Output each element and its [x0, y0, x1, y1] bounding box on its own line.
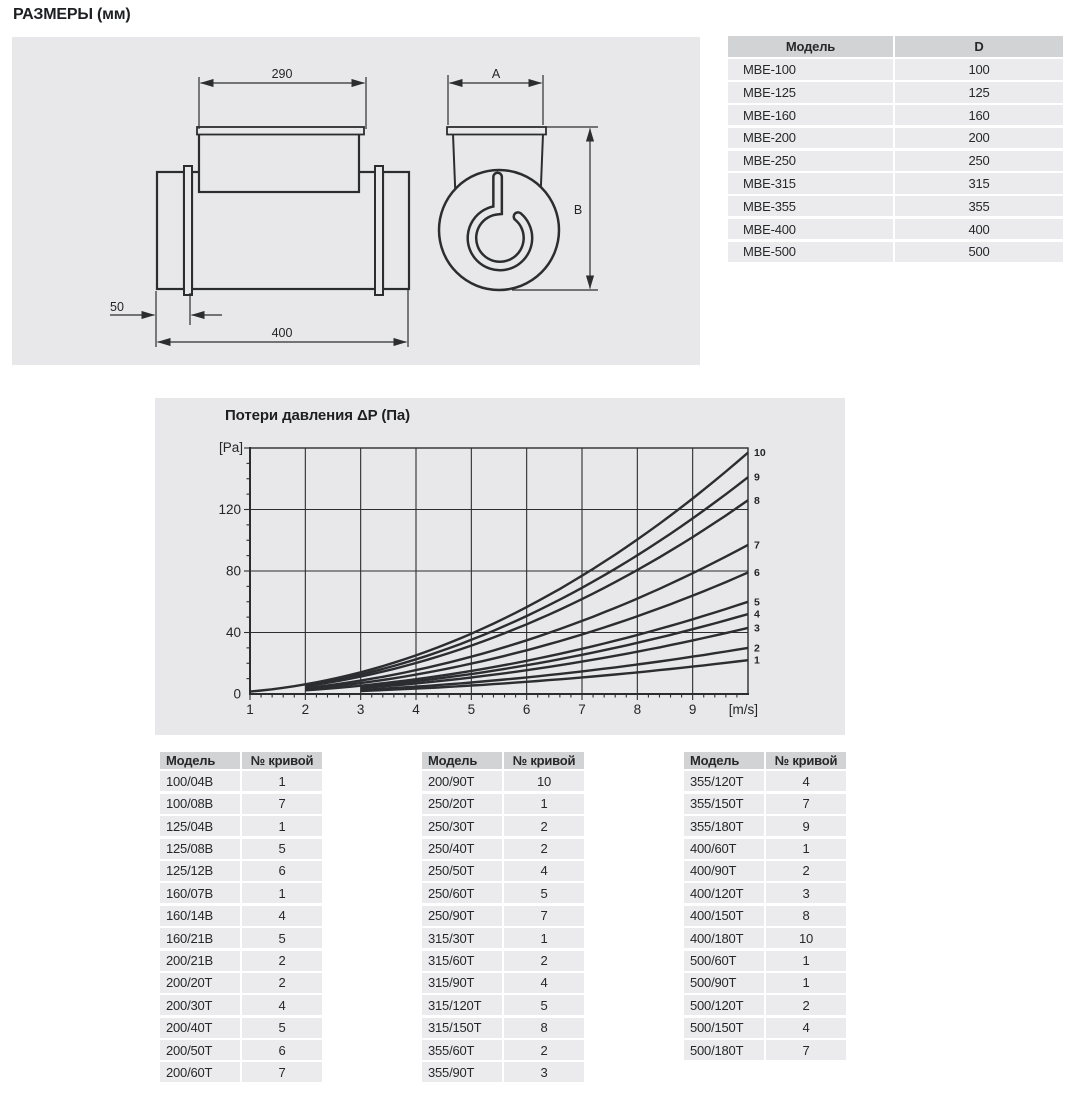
- table-row: [728, 151, 1063, 171]
- model-cell: 355/150Т: [684, 794, 764, 814]
- table-row: [684, 794, 846, 814]
- x-tick-label: 2: [301, 702, 310, 717]
- value-cell: 2: [504, 816, 584, 836]
- chart-title: Потери давления ΔP (Па): [225, 407, 411, 424]
- table-row: [160, 771, 322, 791]
- value-cell: 4: [242, 906, 322, 926]
- value-cell: 2: [766, 861, 846, 881]
- x-tick-label: 7: [578, 702, 586, 717]
- model-cell: 125/04В: [160, 816, 240, 836]
- table-header-row: [160, 752, 322, 769]
- duct-left-cap: [157, 172, 184, 289]
- value-cell: 2: [766, 995, 846, 1015]
- value-cell: 1: [766, 951, 846, 971]
- x-tick-label: 6: [522, 702, 531, 717]
- table-row: [684, 861, 846, 881]
- table-row: [422, 951, 584, 971]
- model-cell: МВЕ-250: [728, 151, 893, 171]
- dimension-290-label: 290: [271, 67, 293, 81]
- value-cell: 5: [242, 839, 322, 859]
- dimension-400-label: 400: [271, 326, 293, 340]
- duct-heater-front-view: [439, 67, 598, 290]
- model-cell: 250/90Т: [422, 906, 502, 926]
- value-cell: 4: [766, 771, 846, 791]
- value-cell: 1: [242, 883, 322, 903]
- table-row: [422, 883, 584, 903]
- table-row: [684, 951, 846, 971]
- model-cell: 355/60Т: [422, 1040, 502, 1060]
- x-tick-label: 9: [688, 702, 697, 717]
- curve-table-2: [422, 752, 584, 1085]
- table-row: [684, 1018, 846, 1038]
- table-row: [422, 1040, 584, 1060]
- value-cell: 6: [242, 861, 322, 881]
- value-cell: 5: [242, 1018, 322, 1038]
- table-row: [728, 173, 1063, 193]
- value-cell: 8: [504, 1018, 584, 1038]
- table-row: [684, 883, 846, 903]
- model-cell: 200/21В: [160, 951, 240, 971]
- table-row: [160, 973, 322, 993]
- model-cell: 400/90Т: [684, 861, 764, 881]
- value-cell: 7: [766, 1040, 846, 1060]
- y-tick-label: 120: [218, 502, 241, 517]
- value-cell: 10: [766, 928, 846, 948]
- table-row: [684, 1040, 846, 1060]
- column-header-value: № кривой: [242, 752, 322, 769]
- curve-label-7: 7: [754, 539, 760, 552]
- dimensions-drawing-panel: [12, 37, 700, 365]
- model-cell: 200/30Т: [160, 995, 240, 1015]
- terminal-box-lid-front: [447, 127, 546, 135]
- dimension-50-label: 50: [110, 300, 124, 314]
- curve-table-1: [160, 752, 322, 1085]
- table-row: [160, 951, 322, 971]
- model-cell: 315/30Т: [422, 928, 502, 948]
- model-cell: 200/50Т: [160, 1040, 240, 1060]
- table-row: [422, 973, 584, 993]
- x-tick-label: 1: [246, 702, 254, 717]
- value-cell: 250: [895, 151, 1063, 171]
- value-cell: 100: [895, 59, 1063, 79]
- model-cell: 500/120Т: [684, 995, 764, 1015]
- model-cell: 315/60Т: [422, 951, 502, 971]
- table-row: [160, 1040, 322, 1060]
- dimension-a: [448, 75, 543, 125]
- value-cell: 3: [504, 1062, 584, 1082]
- table-header-row: [684, 752, 846, 769]
- value-cell: 1: [242, 771, 322, 791]
- x-axis-unit: [m/s]: [728, 702, 758, 717]
- value-cell: 125: [895, 82, 1063, 102]
- value-cell: 5: [504, 995, 584, 1015]
- value-cell: 5: [504, 883, 584, 903]
- model-cell: 400/60Т: [684, 839, 764, 859]
- model-cell: 200/20Т: [160, 973, 240, 993]
- x-tick-label: 4: [412, 702, 420, 717]
- model-cell: 100/04В: [160, 771, 240, 791]
- value-cell: 1: [766, 839, 846, 859]
- value-cell: 7: [242, 1062, 322, 1082]
- model-cell: 400/180Т: [684, 928, 764, 948]
- value-cell: 3: [766, 883, 846, 903]
- value-cell: 1: [504, 928, 584, 948]
- model-cell: 160/07В: [160, 883, 240, 903]
- y-tick-label: 0: [233, 686, 241, 702]
- table-row: [728, 59, 1063, 79]
- curve-label-4: 4: [754, 608, 760, 621]
- y-tick-label: 80: [225, 563, 241, 579]
- model-cell: 400/120Т: [684, 883, 764, 903]
- value-cell: 4: [242, 995, 322, 1015]
- value-cell: 9: [766, 816, 846, 836]
- dimension-b-label: B: [573, 203, 583, 217]
- dimensions-table: [728, 36, 1063, 264]
- table-row: [160, 995, 322, 1015]
- table-header-row: [422, 752, 584, 769]
- value-cell: 2: [504, 951, 584, 971]
- value-cell: 6: [242, 1040, 322, 1060]
- model-cell: МВЕ-160: [728, 105, 893, 125]
- dimension-a-label: A: [491, 67, 501, 81]
- table-row: [728, 82, 1063, 102]
- table-row: [422, 906, 584, 926]
- value-cell: 7: [504, 906, 584, 926]
- column-header-model: Модель: [160, 752, 240, 769]
- column-header-model: Модель: [422, 752, 502, 769]
- value-cell: 2: [242, 951, 322, 971]
- table-row: [160, 906, 322, 926]
- model-cell: 125/12В: [160, 861, 240, 881]
- table-row: [160, 794, 322, 814]
- table-row: [728, 196, 1063, 216]
- value-cell: 400: [895, 219, 1063, 239]
- curve-4: [361, 614, 748, 687]
- table-row: [160, 861, 322, 881]
- model-cell: МВЕ-100: [728, 59, 893, 79]
- curve-label-8: 8: [754, 494, 760, 507]
- value-cell: 315: [895, 173, 1063, 193]
- value-cell: 2: [504, 1040, 584, 1060]
- value-cell: 200: [895, 128, 1063, 148]
- value-cell: 8: [766, 906, 846, 926]
- curve-label-10: 10: [754, 447, 766, 460]
- model-cell: 160/21В: [160, 928, 240, 948]
- model-cell: 200/60Т: [160, 1062, 240, 1082]
- value-cell: 7: [242, 794, 322, 814]
- model-cell: 500/150Т: [684, 1018, 764, 1038]
- pressure-loss-chart: [155, 398, 845, 735]
- table-row: [160, 928, 322, 948]
- model-cell: 125/08В: [160, 839, 240, 859]
- column-header-value: № кривой: [504, 752, 584, 769]
- model-cell: 250/50Т: [422, 861, 502, 881]
- table-row: [422, 861, 584, 881]
- model-cell: МВЕ-355: [728, 196, 893, 216]
- curve-label-1: 1: [754, 654, 760, 667]
- model-cell: 500/180Т: [684, 1040, 764, 1060]
- value-cell: 2: [242, 973, 322, 993]
- model-cell: 200/40Т: [160, 1018, 240, 1038]
- value-cell: 10: [504, 771, 584, 791]
- dimension-50: [110, 291, 222, 347]
- table-row: [684, 839, 846, 859]
- value-cell: 4: [504, 861, 584, 881]
- value-cell: 500: [895, 242, 1063, 262]
- model-cell: 500/90Т: [684, 973, 764, 993]
- model-cell: МВЕ-500: [728, 242, 893, 262]
- model-cell: МВЕ-125: [728, 82, 893, 102]
- table-row: [422, 1062, 584, 1082]
- model-cell: 200/90Т: [422, 771, 502, 791]
- value-cell: 355: [895, 196, 1063, 216]
- model-cell: МВЕ-400: [728, 219, 893, 239]
- table-row: [728, 128, 1063, 148]
- curve-label-5: 5: [754, 596, 760, 609]
- table-row: [160, 839, 322, 859]
- duct-heater-side-view: [110, 67, 409, 347]
- curve-label-6: 6: [754, 567, 760, 580]
- curve-table-3: [684, 752, 846, 1062]
- table-row: [684, 973, 846, 993]
- model-cell: 400/150Т: [684, 906, 764, 926]
- curve-10: [250, 453, 748, 692]
- table-row: [728, 242, 1063, 262]
- table-row: [684, 906, 846, 926]
- model-cell: 355/90Т: [422, 1062, 502, 1082]
- value-cell: 160: [895, 105, 1063, 125]
- column-header-model: Модель: [728, 36, 893, 57]
- x-tick-label: 8: [633, 702, 642, 717]
- table-row: [728, 219, 1063, 239]
- curve-label-9: 9: [754, 471, 760, 484]
- value-cell: 1: [242, 816, 322, 836]
- table-row: [160, 883, 322, 903]
- column-header-value: D: [895, 36, 1063, 57]
- table-header-row: [728, 36, 1063, 57]
- model-cell: 355/120Т: [684, 771, 764, 791]
- model-cell: 250/20Т: [422, 794, 502, 814]
- model-cell: МВЕ-315: [728, 173, 893, 193]
- table-row: [728, 105, 1063, 125]
- x-tick-label: 5: [467, 702, 476, 717]
- value-cell: 2: [504, 839, 584, 859]
- model-cell: 100/08В: [160, 794, 240, 814]
- model-cell: МВЕ-200: [728, 128, 893, 148]
- duct-left-flange: [184, 166, 192, 295]
- pressure-loss-chart-panel: [155, 398, 845, 735]
- duct-right-flange: [375, 166, 383, 295]
- pressure-curves: [250, 453, 748, 692]
- model-cell: 250/30Т: [422, 816, 502, 836]
- curve-label-3: 3: [754, 622, 760, 635]
- table-row: [422, 928, 584, 948]
- table-row: [422, 816, 584, 836]
- table-row: [684, 816, 846, 836]
- column-header-value: № кривой: [766, 752, 846, 769]
- y-tick-label: 40: [225, 625, 241, 640]
- model-cell: 355/180Т: [684, 816, 764, 836]
- dimension-290: [199, 77, 366, 129]
- value-cell: 4: [766, 1018, 846, 1038]
- table-row: [422, 794, 584, 814]
- table-row: [422, 995, 584, 1015]
- table-row: [684, 928, 846, 948]
- x-tick-label: 3: [356, 702, 365, 717]
- value-cell: 1: [504, 794, 584, 814]
- value-cell: 1: [766, 973, 846, 993]
- value-cell: 4: [504, 973, 584, 993]
- table-row: [160, 816, 322, 836]
- table-row: [684, 995, 846, 1015]
- model-cell: 250/60Т: [422, 883, 502, 903]
- value-cell: 5: [242, 928, 322, 948]
- model-cell: 315/90Т: [422, 973, 502, 993]
- curve-label-2: 2: [754, 642, 760, 655]
- duct-right-cap: [383, 172, 409, 289]
- model-cell: 500/60Т: [684, 951, 764, 971]
- model-cell: 315/120Т: [422, 995, 502, 1015]
- model-cell: 250/40Т: [422, 839, 502, 859]
- table-row: [422, 839, 584, 859]
- y-axis-unit: [Pa]: [218, 440, 243, 455]
- table-row: [422, 1018, 584, 1038]
- table-row: [422, 771, 584, 791]
- column-header-model: Модель: [684, 752, 764, 769]
- terminal-box-lid-side: [197, 127, 364, 135]
- page-title: РАЗМЕРЫ (мм): [13, 6, 131, 23]
- terminal-box-side: [199, 134, 359, 192]
- table-row: [160, 1062, 322, 1082]
- value-cell: 7: [766, 794, 846, 814]
- table-row: [160, 1018, 322, 1038]
- technical-drawing: [12, 37, 700, 365]
- model-cell: 160/14В: [160, 906, 240, 926]
- model-cell: 315/150Т: [422, 1018, 502, 1038]
- table-row: [684, 771, 846, 791]
